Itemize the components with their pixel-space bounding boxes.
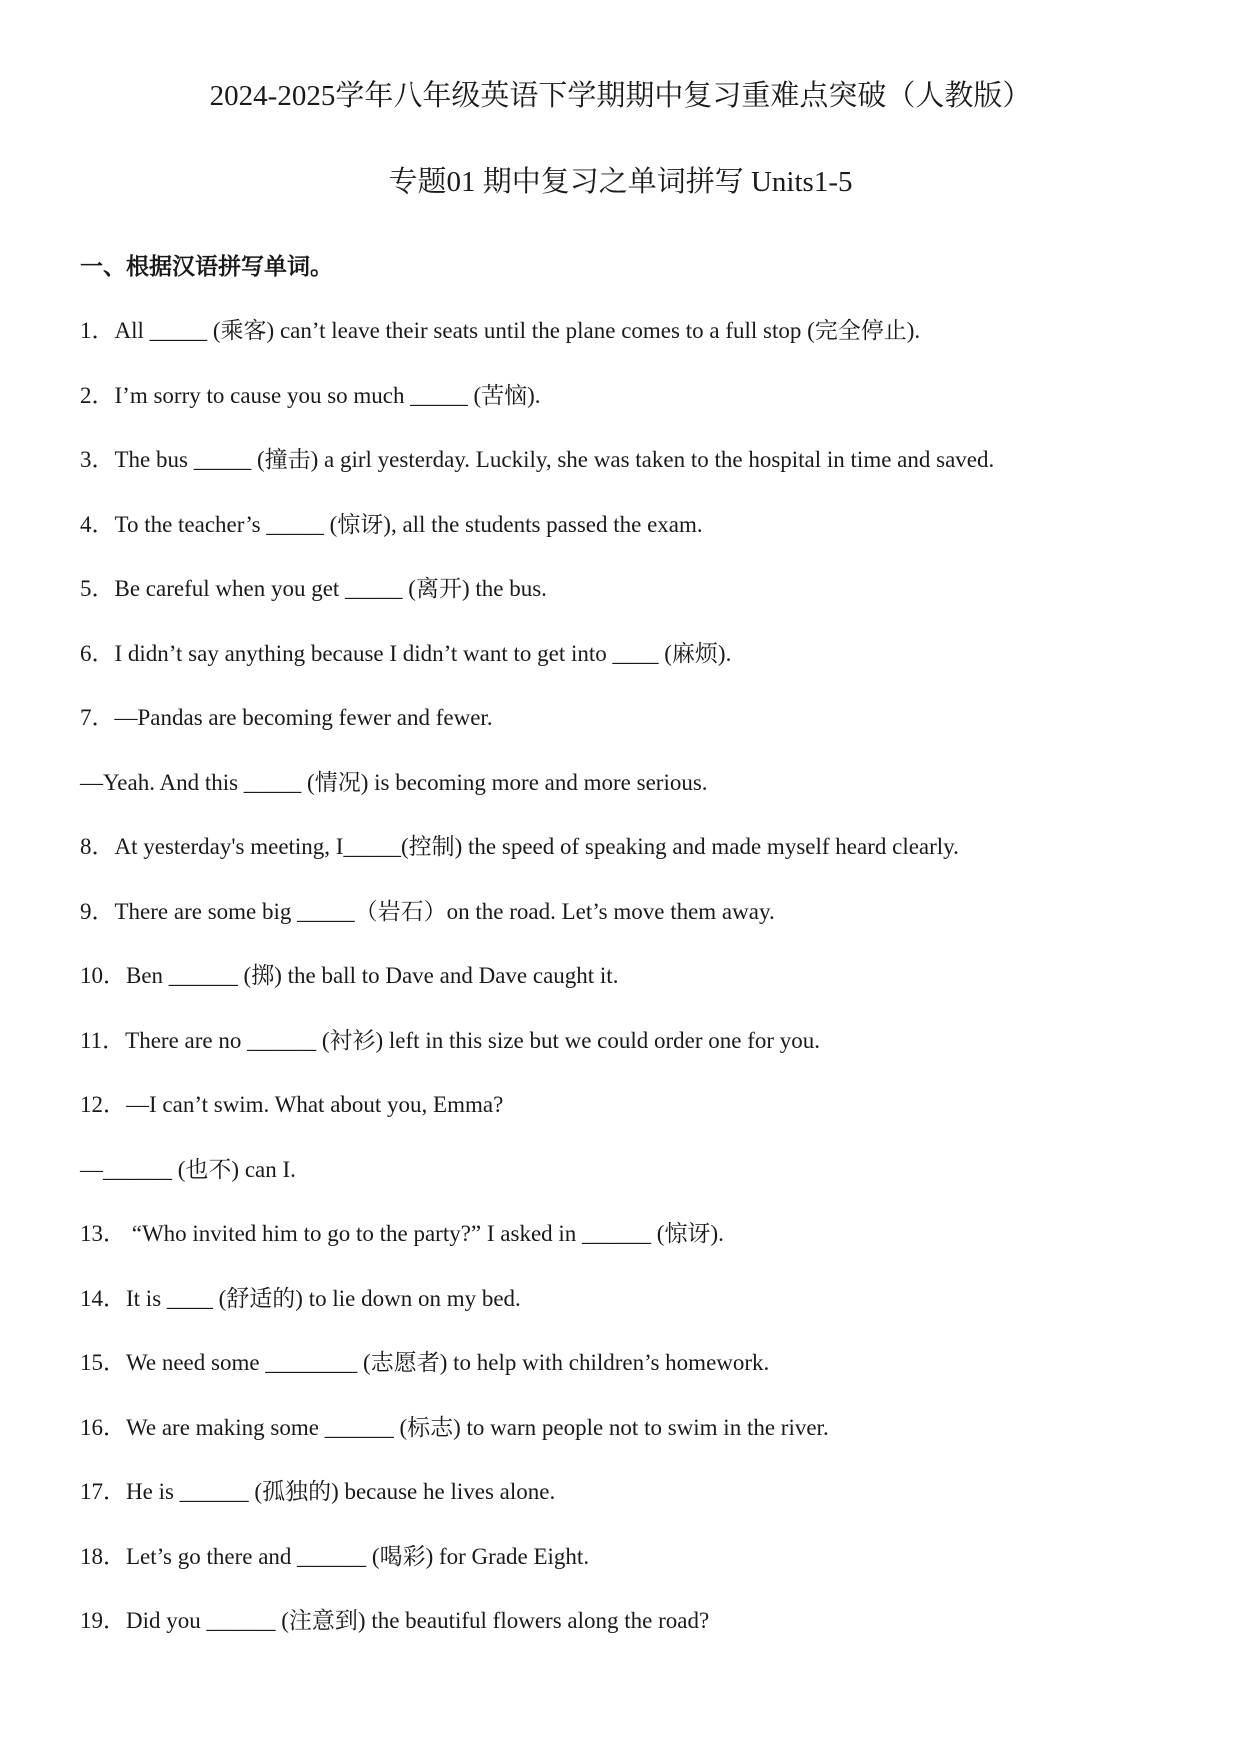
- question-line: 7．—Pandas are becoming fewer and fewer.: [80, 705, 493, 730]
- question-line: 13． “Who invited him to go to the party?” I asked in ______ (惊讶).: [80, 1221, 724, 1246]
- question-line: 19．Did you ______ (注意到) the beautiful flowers along the road?: [80, 1608, 710, 1633]
- question-line: 6．I didn’t say anything because I didn’t want to get into ____ (麻烦).: [80, 640, 732, 666]
- page-title: 2024-2025学年八年级英语下学期期中复习重难点突破（人教版）: [209, 80, 1032, 112]
- section-heading: 一、根据汉语拼写单词。: [80, 254, 333, 279]
- question-line: 10．Ben ______ (掷) the ball to Dave and Dave caught it.: [80, 963, 619, 988]
- question-line: 5．Be careful when you get _____ (离开) the bus.: [80, 576, 547, 601]
- question-list: [80, 316, 1180, 1671]
- question-line: 15．We need some ________ (志愿者) to help with children’s homework.: [80, 1350, 770, 1375]
- question-line: 16．We are making some ______ (标志) to warn people not to swim in the river.: [80, 1414, 829, 1440]
- question-line: 3．The bus _____ (撞击) a girl yesterday. Luckily, she was taken to the hospital in time and saved.: [80, 447, 995, 472]
- question-line: 9．There are some big _____（岩石）on the road. Let’s move them away.: [80, 898, 775, 924]
- question-line: 12．—I can’t swim. What about you, Emma?: [80, 1092, 504, 1117]
- question-line: —______ (也不) can I.: [80, 1156, 296, 1182]
- question-line: 18．Let’s go there and ______ (喝彩) for Grade Eight.: [80, 1543, 590, 1569]
- question-line: 4．To the teacher’s _____ (惊讶), all the students passed the exam.: [80, 511, 703, 537]
- question-line: 8．At yesterday's meeting, I_____(控制) the speed of speaking and made myself heard clearly.: [80, 834, 959, 859]
- question-line: 1．All _____ (乘客) can’t leave their seats until the plane comes to a full stop (完全停止).: [80, 318, 921, 343]
- question-line: 11．There are no ______ (衬衫) left in this size but we could order one for you.: [80, 1027, 821, 1053]
- question-line: 2．I’m sorry to cause you so much _____ (苦恼).: [80, 382, 541, 408]
- question-line: —Yeah. And this _____ (情况) is becoming more and more serious.: [80, 769, 708, 795]
- question-line: 14．It is ____ (舒适的) to lie down on my bed.: [80, 1285, 521, 1311]
- page-subtitle: 专题01 期中复习之单词拼写 Units1-5: [388, 166, 853, 198]
- question-line: 17．He is ______ (孤独的) because he lives alone.: [80, 1479, 556, 1504]
